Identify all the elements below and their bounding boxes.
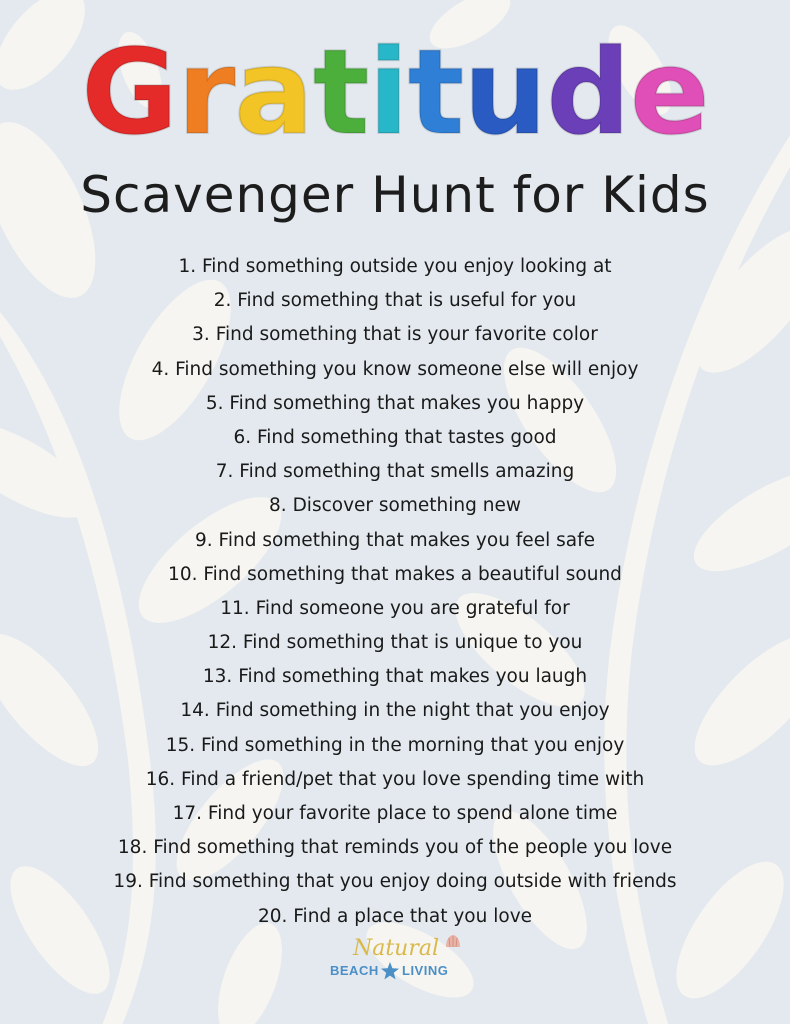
list-item: 6. Find something that tastes good: [233, 426, 557, 448]
list-item: 9. Find something that makes you feel safe: [195, 529, 595, 551]
list-item: 14. Find something in the night that you enjoy: [180, 700, 610, 722]
list-item: 17. Find your favorite place to spend alone time: [172, 803, 618, 824]
shell-icon: [444, 933, 462, 949]
title-letter: G: [81, 23, 178, 161]
title-letter: a: [234, 23, 313, 161]
starfish-icon: [380, 961, 400, 981]
list-item: 18. Find something that reminds you of the people you love: [117, 837, 673, 859]
logo-living-text: LIVING: [402, 963, 449, 978]
list-item: 5. Find something that makes you happy: [205, 392, 585, 414]
list-item: 10. Find something that makes a beautiful sound: [168, 563, 622, 585]
page-title: [0, 22, 790, 162]
title-letter: t: [407, 23, 464, 161]
title-letter: r: [177, 23, 235, 161]
list-item: 2. Find something that is useful for you: [213, 290, 577, 312]
list-item: 8. Discover something new: [269, 495, 521, 517]
page-subtitle: Scavenger Hunt for Kids: [80, 166, 710, 224]
title-letter: t: [312, 23, 369, 161]
scavenger-list: [0, 250, 790, 934]
title-letter: i: [368, 23, 408, 161]
list-item: 19. Find something that you enjoy doing outside with friends: [113, 871, 677, 893]
title-letter: e: [629, 23, 709, 161]
list-item: 4. Find something you know someone else will enjoy: [151, 358, 639, 380]
list-item: 15. Find something in the morning that you enjoy: [165, 734, 625, 756]
list-item: 13. Find something that makes you laugh: [202, 666, 588, 688]
list-item: 7. Find something that smells amazing: [215, 461, 575, 483]
title-letter: u: [463, 23, 547, 161]
list-item: 20. Find a place that you love: [257, 905, 533, 927]
logo-natural-text: Natural: [352, 936, 440, 961]
list-item: 16. Find a friend/pet that you love spending time with: [145, 768, 645, 790]
list-item: 3. Find something that is your favorite color: [192, 324, 598, 346]
natural-beach-living-logo: [318, 935, 478, 985]
list-item: 1. Find something outside you enjoy looking at: [178, 256, 612, 277]
title-letter: d: [546, 23, 630, 161]
logo-beach-text: BEACH: [330, 963, 379, 978]
list-item: 11. Find someone you are grateful for: [220, 597, 570, 619]
list-item: 12. Find something that is unique to you: [207, 632, 583, 654]
